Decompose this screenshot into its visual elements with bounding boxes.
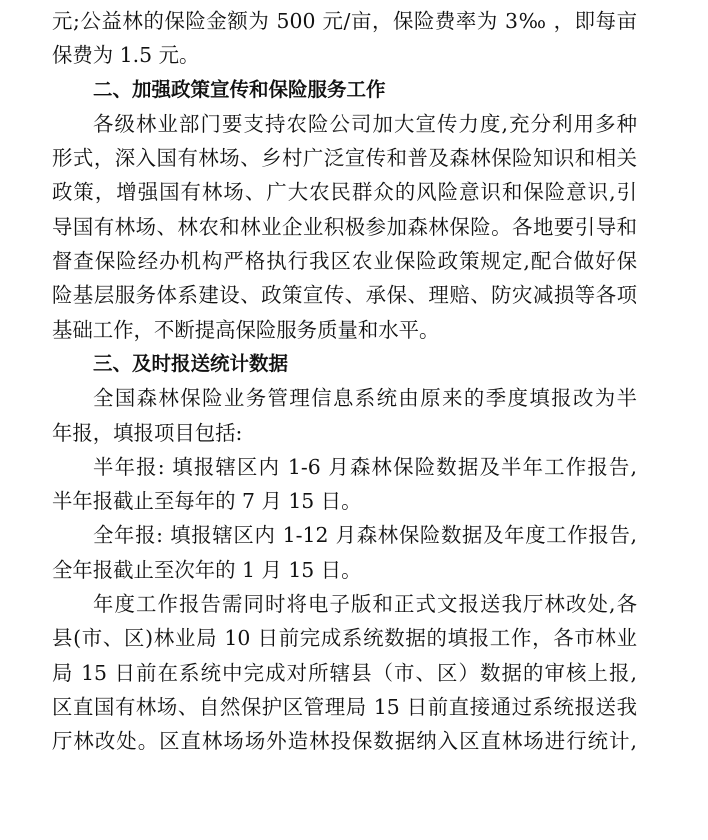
text-line: 半年报: 填报辖区内 1-6 月森林保险数据及半年工作报告,: [93, 454, 637, 479]
text-line: 年报，填报项目包括:: [52, 420, 243, 445]
text-line: 基础工作，不断提高保险服务质量和水平。: [52, 317, 440, 342]
text-line: 各级林业部门要支持农险公司加大宣传力度,充分利用多种: [93, 111, 637, 136]
text-line: 全年报: 填报辖区内 1-12 月森林保险数据及年度工作报告,: [93, 523, 637, 548]
text-line: 县(市、区)林业局 10 日前完成系统数据的填报工作，各市林业: [52, 626, 637, 651]
text-line: 全国森林保险业务管理信息系统由原来的季度填报改为半: [93, 386, 637, 411]
text-line: 保费为 1.5 元。: [52, 43, 200, 68]
text-line: 险基层服务体系建设、政策宣传、承保、理赔、防灾减损等各项: [52, 283, 637, 308]
section-heading: 二、加强政策宣传和保险服务工作: [93, 77, 386, 101]
text-line: 政策，增强国有林场、广大农民群众的风险意识和保险意识,引: [52, 180, 637, 205]
text-line: 全年报截止至次年的 1 月 15 日。: [52, 557, 362, 582]
text-line: 厅林改处。区直林场场外造林投保数据纳入区直林场进行统计,: [52, 729, 637, 754]
text-line: 元;公益林的保险金额为 500 元/亩，保险费率为 3‰ ，即每亩: [52, 9, 637, 33]
text-line: 区直国有林场、自然保护区管理局 15 日前直接通过系统报送我: [52, 694, 637, 719]
text-line: 督查保险经办机构严格执行我区农业保险政策规定,配合做好保: [52, 249, 637, 274]
text-line: 局 15 日前在系统中完成对所辖县（市、区）数据的审核上报,: [52, 660, 637, 685]
text-line: 导国有林场、林农和林业企业积极参加森林保险。各地要引导和: [52, 214, 637, 239]
section-heading: 三、及时报送统计数据: [93, 351, 289, 375]
text-line: 年度工作报告需同时将电子版和正式文报送我厅林改处,各: [93, 592, 637, 617]
document-page: [52, 0, 637, 759]
text-line: 半年报截止至每年的 7 月 15 日。: [52, 489, 362, 514]
text-line: 形式，深入国有林场、乡村广泛宣传和普及森林保险知识和相关: [52, 146, 637, 171]
